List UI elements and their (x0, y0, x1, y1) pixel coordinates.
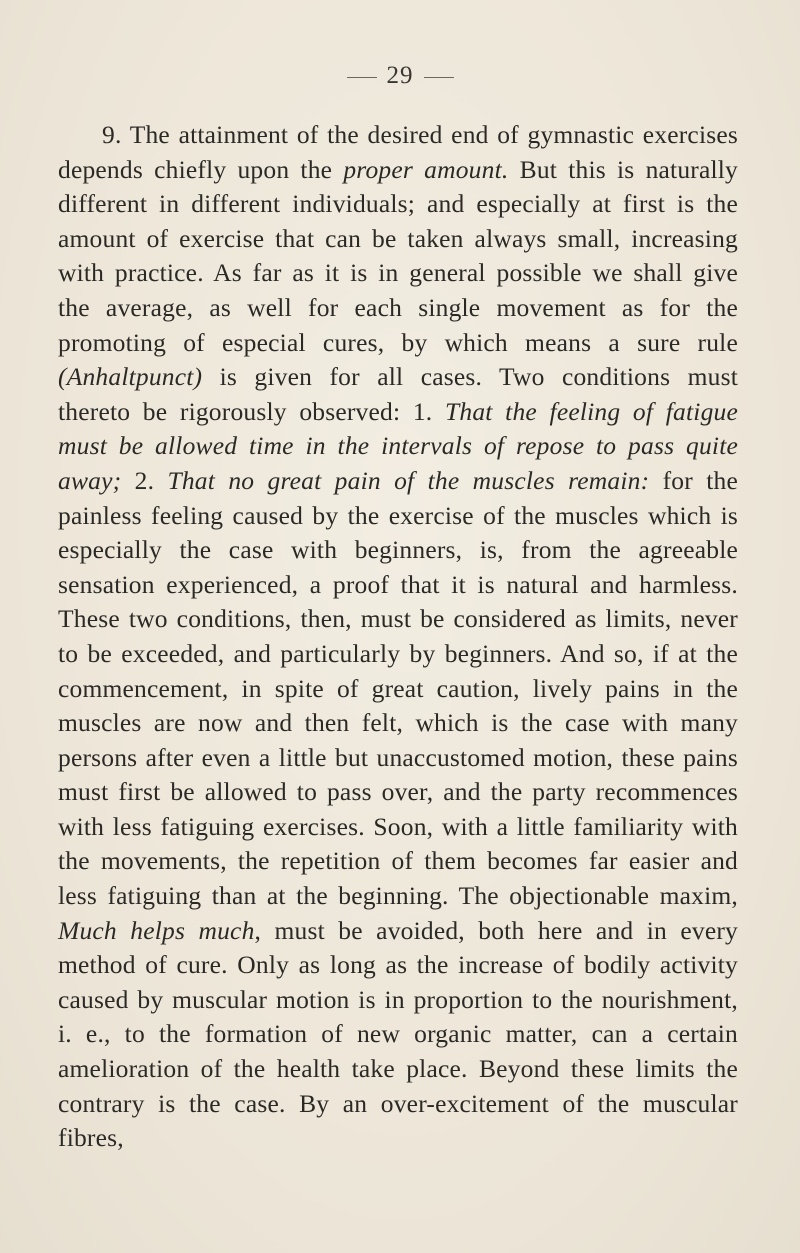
paragraph-9 (58, 118, 738, 1156)
text-segment: , must be avoided, both here and in every method of cure. Only as long as the increase of bodily activity caused by muscular motion is in proportion to the nourishment, i. e., to the formation of new organic matter, can a certain amelioration of the health take place. Beyond these limits the contrary is the case. By an over-excitement of the muscular fibres, (58, 915, 738, 1153)
header-dash-right (424, 77, 454, 78)
page-number: 29 (386, 62, 414, 89)
italic-phrase: proper amount. (343, 154, 509, 184)
body-text (58, 118, 738, 1156)
text-segment: But this is naturally different in different individuals; and especially at first is the amount of exercise that can be taken always small, increasing with practice. As far as it is in general possible we shall give the average, as well for each single movement as for the promoting of especial cures, by which means a sure rule (58, 154, 738, 357)
header-dash-left (347, 77, 377, 78)
italic-phrase: That no great pain of the muscles remain: (167, 465, 650, 495)
text-segment: 2. (121, 465, 168, 495)
text-segment: 9. The attainment of the desired end of gymnastic exercises depends chiefly upon the (58, 120, 738, 184)
italic-phrase: (Anhaltpunct) (58, 362, 203, 392)
text-segment: for the painless feeling caused by the exercise of the muscles which is especially the case with beginners, is, from the agreeable sensation experienced, a proof that it is natural and harmless. These two conditions, then, must be considered as limits, never to be exceeded, and particularly by beginners. And so, if at the commencement, in spite of great caution, lively pains in the muscles are now and then felt, which is the case with many persons after even a little but unaccustomed motion, these pains must first be allowed to pass over, and the party recommences with less fatiguing exercises. Soon, with a little familiarity with the movements, the repetition of them becomes far easier and less fatiguing than at the beginning. The objectionable maxim, (58, 465, 738, 911)
italic-phrase: That the feeling of fatigue must be allowed time in the intervals of repose to pass quite away; (58, 396, 738, 495)
page-header (0, 62, 800, 90)
italic-phrase: Much helps much (58, 915, 255, 945)
text-segment: is given for all cases. Two conditions must thereto be rigorously observed: 1. (58, 362, 738, 426)
